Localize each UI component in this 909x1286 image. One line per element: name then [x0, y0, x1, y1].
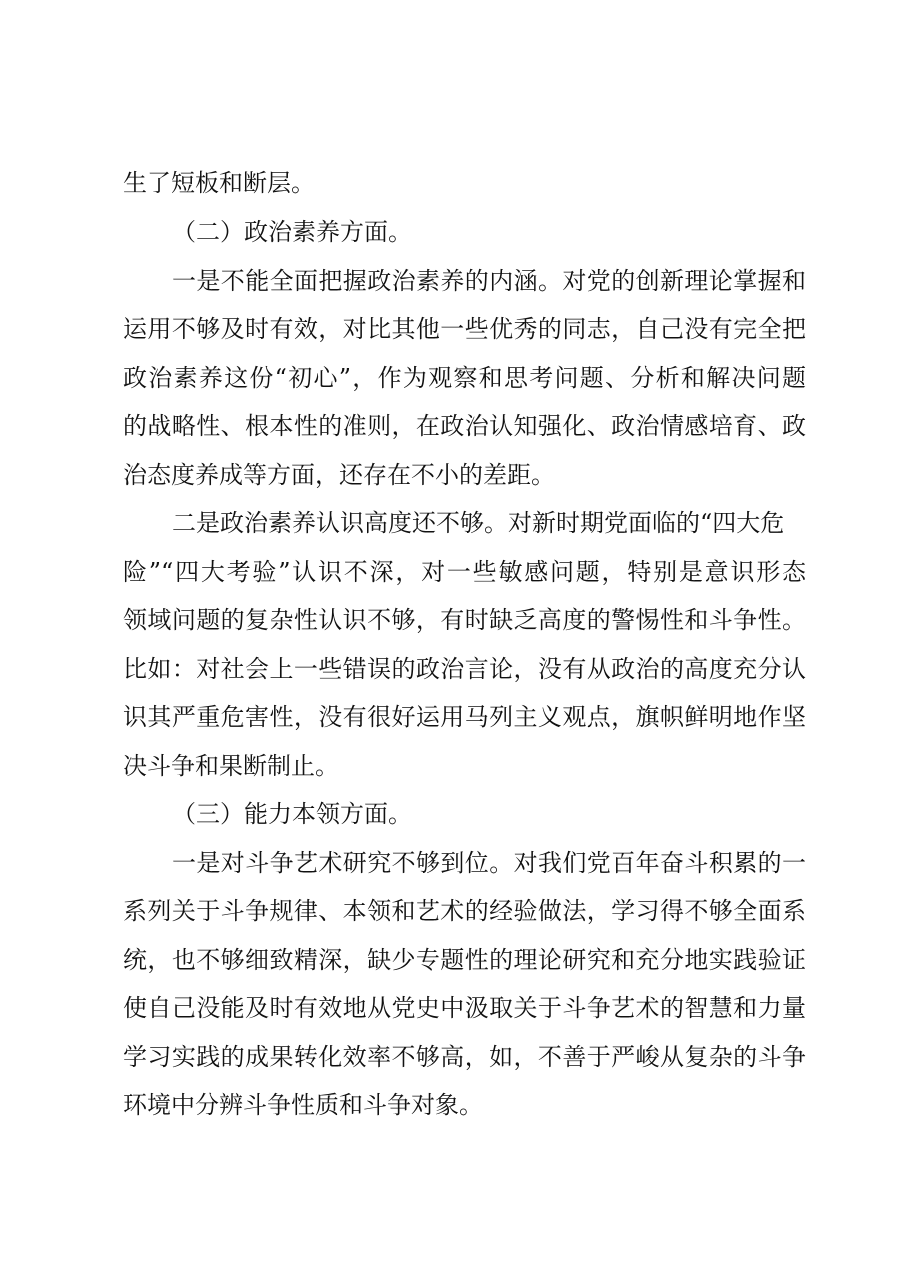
text-line: 领域问题的复杂性认识不够，有时缺乏高度的警惕性和斗争性。 — [123, 606, 806, 634]
text-line: 决斗争和果断制止。 — [123, 752, 339, 780]
section-heading: （三）能力本领方面。 — [172, 800, 412, 828]
text-line: 生了短板和断层。 — [123, 169, 315, 197]
text-line: 一是不能全面把握政治素养的内涵。对党的创新理论掌握和 — [172, 267, 806, 295]
text-line: 统，也不够细致精深，缺少专题性的理论研究和充分地实践验证 — [123, 946, 806, 974]
text-line: 环境中分辨斗争性质和斗争对象。 — [123, 1091, 483, 1119]
text-line: 学习实践的成果转化效率不够高，如，不善于严峻从复杂的斗争 — [123, 1043, 806, 1071]
text-line: 政治素养这份“初心”，作为观察和思考问题、分析和解决问题 — [123, 364, 806, 392]
text-line: 系列关于斗争规律、本领和艺术的经验做法，学习得不够全面系 — [123, 897, 806, 925]
section-heading: （二）政治素养方面。 — [172, 218, 412, 246]
text-line: 识其严重危害性，没有很好运用马列主义观点，旗帜鲜明地作坚 — [123, 703, 806, 731]
text-line: 治态度养成等方面，还存在不小的差距。 — [123, 461, 555, 489]
text-line: 运用不够及时有效，对比其他一些优秀的同志，自己没有完全把 — [123, 315, 806, 343]
text-line: 使自己没能及时有效地从党史中汲取关于斗争艺术的智慧和力量 — [123, 994, 806, 1022]
text-line: 一是对斗争艺术研究不够到位。对我们党百年奋斗积累的一 — [172, 849, 806, 877]
text-line: 比如：对社会上一些错误的政治言论，没有从政治的高度充分认 — [123, 655, 806, 683]
text-line: 险”“四大考验”认识不深，对一些敏感问题，特别是意识形态 — [123, 558, 806, 586]
text-line: 二是政治素养认识高度还不够。对新时期党面临的“四大危 — [172, 509, 785, 537]
text-line: 的战略性、根本性的准则，在政治认知强化、政治情感培育、政 — [123, 412, 806, 440]
